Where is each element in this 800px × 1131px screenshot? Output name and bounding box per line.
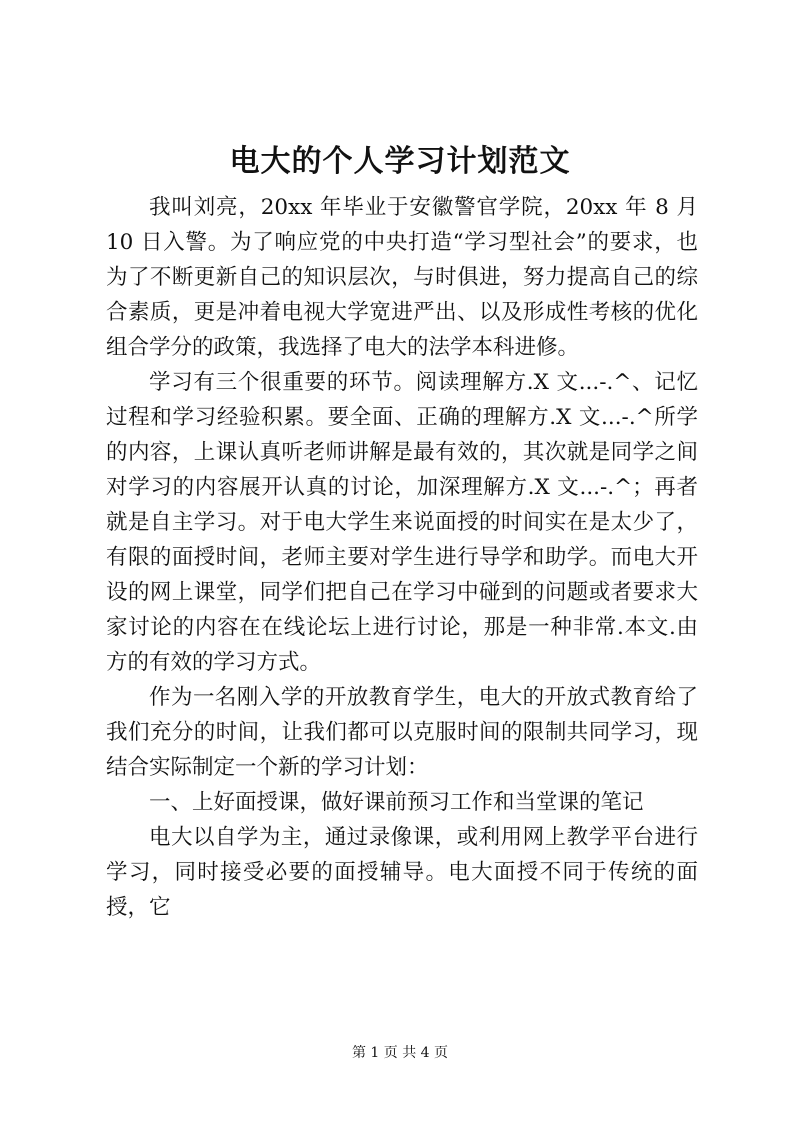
document-body <box>106 190 698 925</box>
page-footer: 第 1 页 共 4 页 <box>351 1045 449 1061</box>
section-heading-1: 一、上好面授课，做好课前预习工作和当堂课的笔记 <box>149 790 644 815</box>
document-title: 电大的个人学习计划范文 <box>229 144 571 179</box>
paragraph-learning-steps: 学习有三个很重要的环节。阅读理解方.X 文...-.^、记忆过程和学习经验积累。要全面、正确的理解方.X 文...-.^所学的内容，上课认真听老师讲解是最有效的，其次就是同学之间对学习的内容展开认真的讨论，加深理解方.X 文...-.^；再者就是自主学习。对于电大学生来说面授的时间实在是太少了，有限的面授时间，老师主要对学生进行导学和助学。而电大开设的网上课堂，同学们把自己在学习中碰到的问题或者要求大家讨论的内容在在线论坛上进行讨论，那是一种非常.本文.由方的有效的学习方式。 <box>106 370 698 675</box>
paragraph-intro: 我叫刘亮，20xx 年毕业于安徽警官学院，20xx 年 8 月 10 日入警。为了响应党的中央打造“学习型社会”的要求，也为了不断更新自己的知识层次，与时俱进，努力提高自己的综合素质，更是冲着电视大学宽进严出、以及形成性考核的优化组合学分的政策，我选择了电大的法学本科进修。 <box>106 195 698 360</box>
paragraph-plan-intro: 作为一名刚入学的开放教育学生，电大的开放式教育给了我们充分的时间，让我们都可以克服时间的限制共同学习，现结合实际制定一个新的学习计划： <box>106 685 698 780</box>
paragraph-section-1: 电大以自学为主，通过录像课，或利用网上教学平台进行学习，同时接受必要的面授辅导。电大面授不同于传统的面授，它 <box>106 825 698 920</box>
